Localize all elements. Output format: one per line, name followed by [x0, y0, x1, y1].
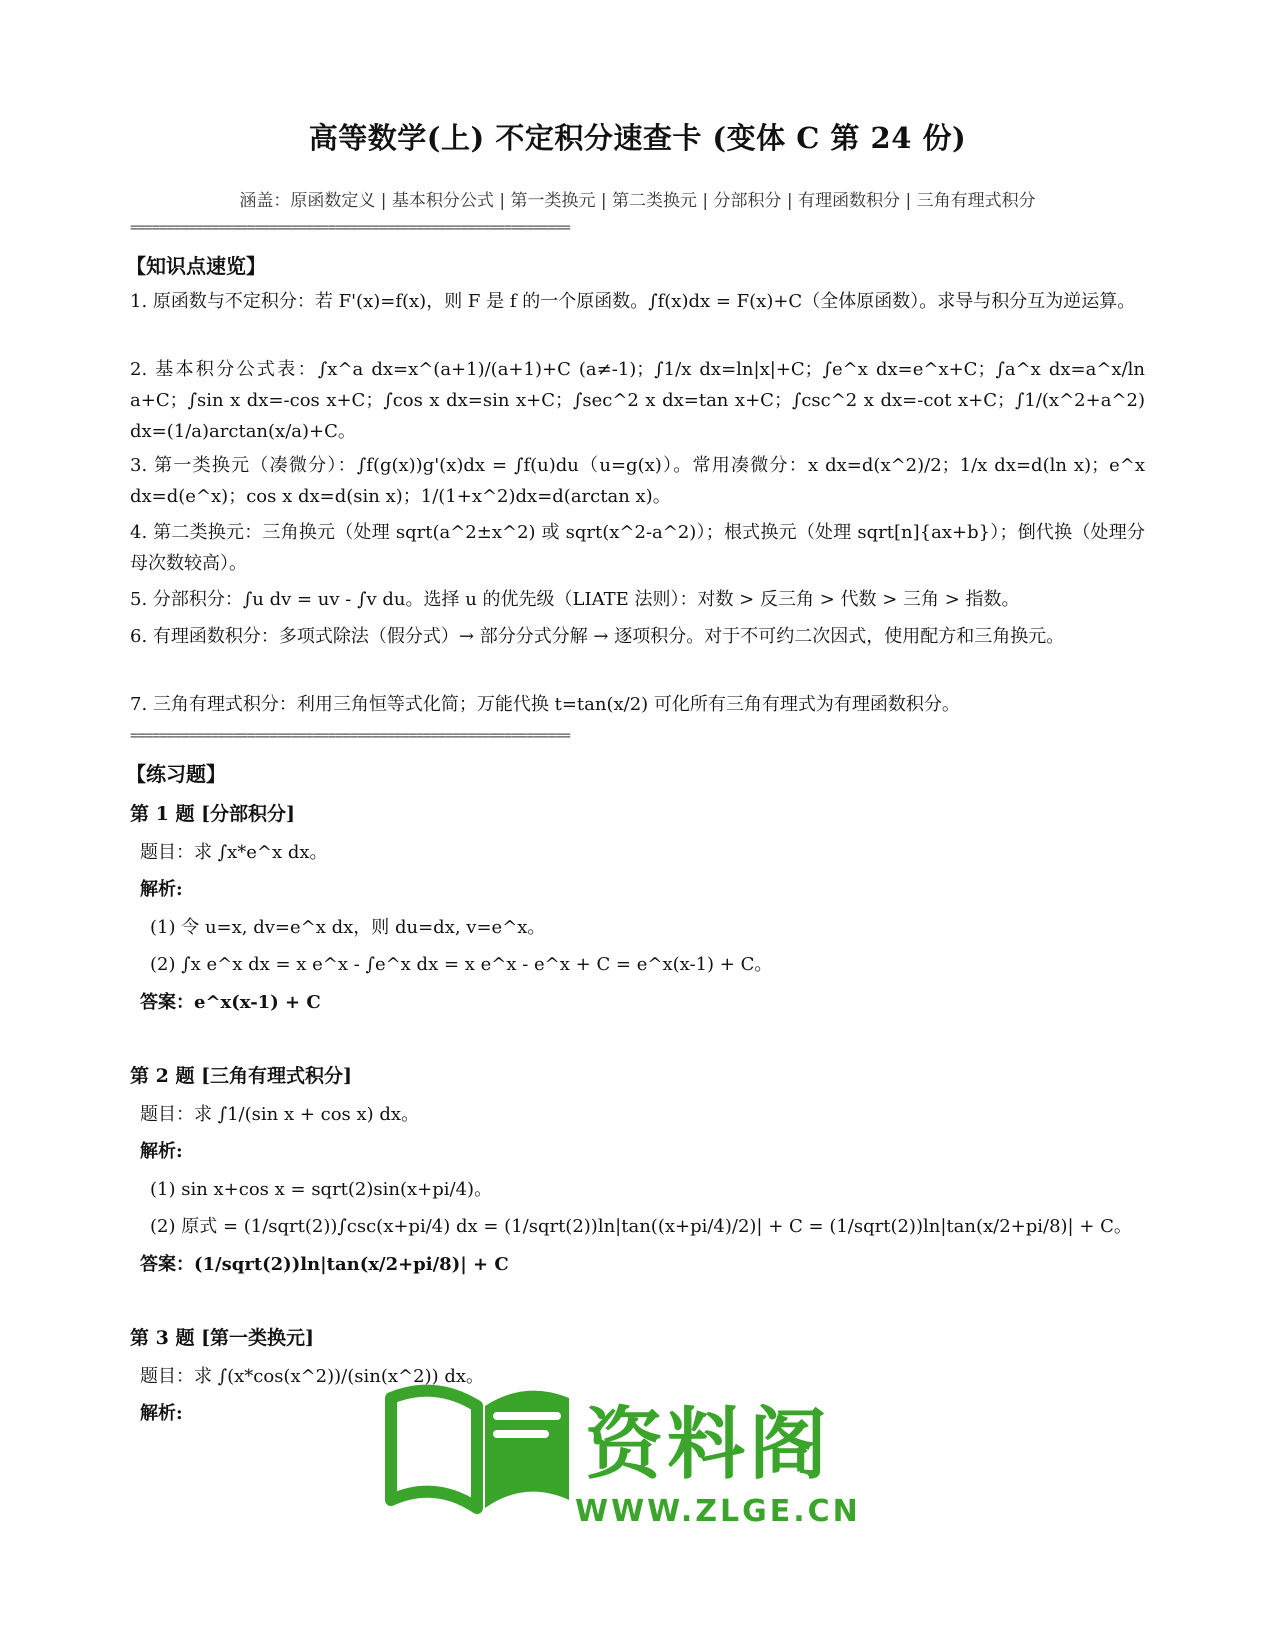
q1-title: 第 1 题 [分部积分] [130, 803, 296, 825]
q2-title: 第 2 题 [三角有理式积分] [130, 1065, 353, 1087]
watermark-brand: 资料阁 [585, 1400, 832, 1490]
q1-step-1: (1) 令 u=x, dv=e^x dx，则 du=dx, v=e^x。 [150, 917, 546, 938]
q3-title: 第 3 题 [第一类换元] [130, 1327, 315, 1349]
watermark [385, 1376, 865, 1596]
q2-analysis-label: 解析: [140, 1141, 183, 1162]
divider-top: ============================================================ [130, 220, 570, 236]
q2-answer: 答案：(1/sqrt(2))ln|tan(x/2+pi/8)| + C [140, 1254, 509, 1275]
knowledge-heading: 【知识点速览】 [126, 254, 266, 278]
knowledge-item-5: 5. 分部积分：∫u dv = uv - ∫v du。选择 u 的优先级（LIATE 法则）：对数 > 反三角 > 代数 > 三角 > 指数。 [130, 589, 1020, 610]
practice-heading: 【练习题】 [126, 762, 226, 786]
q2-question: 题目：求 ∫1/(sin x + cos x) dx。 [140, 1104, 420, 1125]
knowledge-item-6: 6. 有理函数积分：多项式除法（假分式）→ 部分分式分解 → 逐项积分。对于不可约二次因式，使用配方和三角换元。 [130, 626, 1065, 647]
knowledge-item-7: 7. 三角有理式积分：利用三角恒等式化简；万能代换 t=tan(x/2) 可化所有三角有理式为有理函数积分。 [130, 694, 960, 715]
watermark-url: WWW.ZLGE.CN [575, 1494, 861, 1529]
q2-step-2: (2) 原式 = (1/sqrt(2))∫csc(x+pi/4) dx = (1/sqrt(2))ln|tan((x+pi/4)/2)| + C = (1/sqrt(2))ln|tan(x/2+pi/8)| + C。 [150, 1216, 1132, 1237]
knowledge-item-4: 4. 第二类换元：三角换元（处理 sqrt(a^2±x^2) 或 sqrt(x^2-a^2)）；根式换元（处理 sqrt[n]{ax+b}）；倒代换（处理分母次数较高）。 [130, 522, 1145, 574]
q3-analysis-label: 解析: [140, 1403, 183, 1424]
q1-analysis-label: 解析: [140, 879, 183, 900]
q1-question: 题目：求 ∫x*e^x dx。 [140, 842, 328, 863]
q2-step-1: (1) sin x+cos x = sqrt(2)sin(x+pi/4)。 [150, 1179, 493, 1200]
open-book-icon [385, 1376, 575, 1516]
knowledge-item-3: 3. 第一类换元（凑微分）：∫f(g(x))g'(x)dx = ∫f(u)du（u=g(x)）。常用凑微分：x dx=d(x^2)/2；1/x dx=d(ln x)；e^x dx=d(e^x)；cos x dx=d(sin x)；1/(1+x^2)dx=d(arctan x)。 [130, 455, 1145, 507]
q1-answer: 答案：e^x(x-1) + C [140, 992, 321, 1013]
knowledge-item-1: 1. 原函数与不定积分：若 F'(x)=f(x)，则 F 是 f 的一个原函数。∫f(x)dx = F(x)+C（全体原函数）。求导与积分互为逆运算。 [130, 291, 1136, 312]
page-subtitle: 涵盖：原函数定义 | 基本积分公式 | 第一类换元 | 第二类换元 | 分部积分 | 有理函数积分 | 三角有理式积分 [239, 191, 1036, 211]
q1-step-2: (2) ∫x e^x dx = x e^x - ∫e^x dx = x e^x - e^x + C = e^x(x-1) + C。 [150, 954, 773, 975]
divider-middle: ============================================================ [130, 728, 570, 744]
q3-question: 题目：求 ∫(x*cos(x^2))/(sin(x^2)) dx。 [140, 1366, 485, 1387]
knowledge-item-2: 2. 基本积分公式表：∫x^a dx=x^(a+1)/(a+1)+C (a≠-1)；∫1/x dx=ln|x|+C；∫e^x dx=e^x+C；∫a^x dx=a^x/ln a+C；∫sin x dx=-cos x+C；∫cos x dx=sin x+C；∫sec^2 x dx=tan x+C；∫csc^2 x dx=-cot x+C；∫1/(x^2+a^2) dx=(1/a)arctan(x/a)+C。 [130, 359, 1145, 442]
page-title: 高等数学(上) 不定积分速查卡 (变体 C 第 24 份) [308, 121, 967, 155]
